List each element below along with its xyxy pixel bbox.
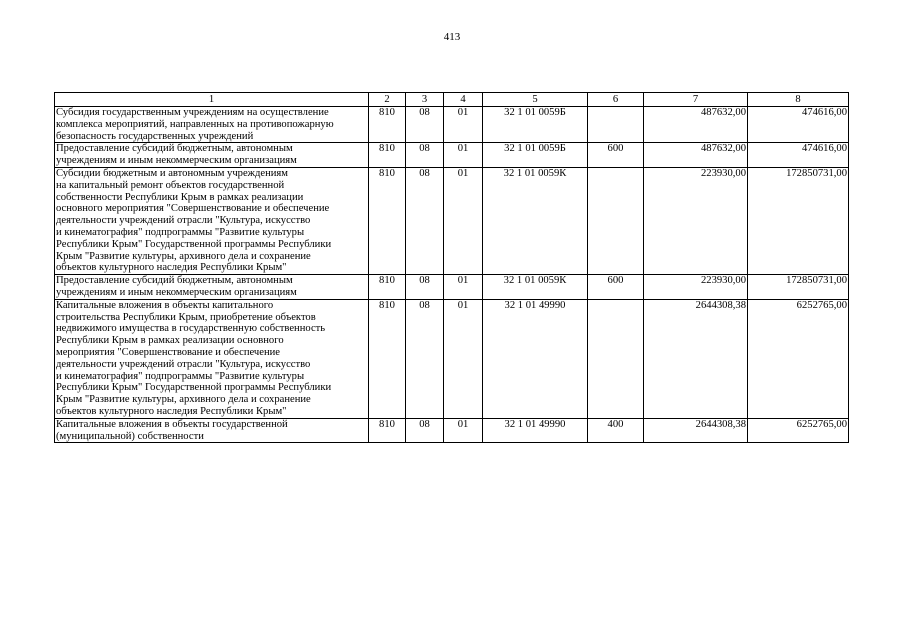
- expense-type-cell: 600: [588, 275, 644, 300]
- subsection-code-cell: 01: [444, 418, 483, 443]
- table-row: [55, 418, 849, 443]
- row-name-line: Республики Крым в рамках реализации основного: [56, 335, 284, 347]
- target-article-cell: 32 1 01 0059К: [483, 275, 588, 300]
- section-code-cell: 08: [406, 299, 444, 418]
- row-name-line: Республики Крым" Государственной программы Республики: [56, 382, 332, 394]
- table-row: [55, 143, 849, 168]
- row-name-line: строительства Республики Крым, приобретение объектов: [56, 311, 316, 323]
- target-article-cell: 32 1 01 49990: [483, 299, 588, 418]
- header-col-5: 5: [483, 93, 588, 107]
- section-code-cell: 08: [406, 275, 444, 300]
- target-article-cell: 32 1 01 49990: [483, 418, 588, 443]
- header-col-7: 7: [644, 93, 748, 107]
- budget-table: [54, 92, 849, 443]
- target-article-cell: 32 1 01 0059Б: [483, 107, 588, 143]
- amount-year-1-cell: 223930,00: [644, 275, 748, 300]
- table-row: [55, 275, 849, 300]
- subsection-code-cell: 01: [444, 167, 483, 274]
- section-code-cell: 08: [406, 418, 444, 443]
- row-name-cell: [55, 418, 369, 443]
- row-name-line: Крым "Развитие культуры, архивного дела и сохранение: [56, 394, 311, 406]
- ministry-code-cell: 810: [369, 275, 406, 300]
- expense-type-cell: [588, 299, 644, 418]
- target-article-cell: 32 1 01 0059Б: [483, 143, 588, 168]
- section-code-cell: 08: [406, 107, 444, 143]
- row-name-line: комплекса мероприятий, направленных на противопожарную: [56, 118, 334, 130]
- row-name-line: Предоставление субсидий бюджетным, автономным: [56, 143, 293, 155]
- amount-year-2-cell: 6252765,00: [748, 418, 849, 443]
- header-col-8: 8: [748, 93, 849, 107]
- ministry-code-cell: 810: [369, 418, 406, 443]
- row-name-line: объектов культурного наследия Республики Крым": [56, 405, 287, 417]
- row-name-cell: [55, 143, 369, 168]
- header-col-4: 4: [444, 93, 483, 107]
- row-name-cell: [55, 167, 369, 274]
- amount-year-2-cell: 172850731,00: [748, 167, 849, 274]
- table-row: [55, 167, 849, 274]
- row-name-line: учреждениям и иным некоммерческим организациям: [56, 286, 297, 298]
- row-name-line: деятельности учреждений отрасли "Культура, искусство: [56, 358, 311, 370]
- row-name-line: деятельности учреждений отрасли "Культура, искусство: [56, 215, 311, 227]
- row-name-cell: [55, 275, 369, 300]
- row-name-line: Субсидии бюджетным и автономным учреждениям: [56, 167, 289, 179]
- row-name-line: объектов культурного наследия Республики Крым": [56, 262, 287, 274]
- table-row: [55, 107, 849, 143]
- page-number: 413: [443, 31, 461, 43]
- table-body: [55, 107, 849, 443]
- expense-type-cell: 600: [588, 143, 644, 168]
- row-name-line: на капитальный ремонт объектов государственной: [56, 179, 285, 191]
- row-name-line: Крым "Развитие культуры, архивного дела и сохранение: [56, 250, 311, 262]
- section-code-cell: 08: [406, 167, 444, 274]
- header-col-6: 6: [588, 93, 644, 107]
- header-col-1: 1: [55, 93, 369, 107]
- row-name-line: Субсидия государственным учреждениям на осуществление: [56, 107, 329, 118]
- header-col-3: 3: [406, 93, 444, 107]
- ministry-code-cell: 810: [369, 167, 406, 274]
- amount-year-1-cell: 487632,00: [644, 143, 748, 168]
- amount-year-1-cell: 223930,00: [644, 167, 748, 274]
- row-name-line: недвижимого имущества в государственную собственность: [56, 323, 326, 335]
- amount-year-2-cell: 6252765,00: [748, 299, 849, 418]
- section-code-cell: 08: [406, 143, 444, 168]
- table-row: [55, 299, 849, 418]
- row-name-line: основного мероприятия "Совершенствование и обеспечение: [56, 203, 330, 215]
- ministry-code-cell: 810: [369, 107, 406, 143]
- row-name-line: (муниципальной) собственности: [56, 430, 204, 442]
- amount-year-1-cell: 2644308,38: [644, 418, 748, 443]
- row-name-line: Республики Крым" Государственной программы Республики: [56, 238, 332, 250]
- amount-year-1-cell: 2644308,38: [644, 299, 748, 418]
- subsection-code-cell: 01: [444, 275, 483, 300]
- row-name-line: безопасность государственных учреждений: [56, 130, 254, 142]
- amount-year-2-cell: 474616,00: [748, 107, 849, 143]
- row-name-line: Капитальные вложения в объекты государственной: [56, 418, 288, 430]
- expense-type-cell: [588, 107, 644, 143]
- row-name-line: и кинематография" подпрограммы "Развитие культуры: [56, 370, 305, 382]
- amount-year-1-cell: 487632,00: [644, 107, 748, 143]
- row-name-line: учреждениям и иным некоммерческим организациям: [56, 155, 297, 167]
- header-col-2: 2: [369, 93, 406, 107]
- row-name-cell: [55, 107, 369, 143]
- target-article-cell: 32 1 01 0059К: [483, 167, 588, 274]
- expense-type-cell: [588, 167, 644, 274]
- ministry-code-cell: 810: [369, 299, 406, 418]
- amount-year-2-cell: 474616,00: [748, 143, 849, 168]
- subsection-code-cell: 01: [444, 299, 483, 418]
- subsection-code-cell: 01: [444, 143, 483, 168]
- subsection-code-cell: 01: [444, 107, 483, 143]
- row-name-line: Капитальные вложения в объекты капитального: [56, 299, 274, 311]
- header-row: [55, 93, 849, 107]
- row-name-cell: [55, 299, 369, 418]
- row-name-line: собственности Республики Крым в рамках реализации: [56, 191, 304, 203]
- row-name-line: мероприятия "Совершенствование и обеспечение: [56, 346, 281, 358]
- row-name-line: и кинематография" подпрограммы "Развитие культуры: [56, 226, 305, 238]
- expense-type-cell: 400: [588, 418, 644, 443]
- row-name-line: Предоставление субсидий бюджетным, автономным: [56, 275, 293, 287]
- amount-year-2-cell: 172850731,00: [748, 275, 849, 300]
- ministry-code-cell: 810: [369, 143, 406, 168]
